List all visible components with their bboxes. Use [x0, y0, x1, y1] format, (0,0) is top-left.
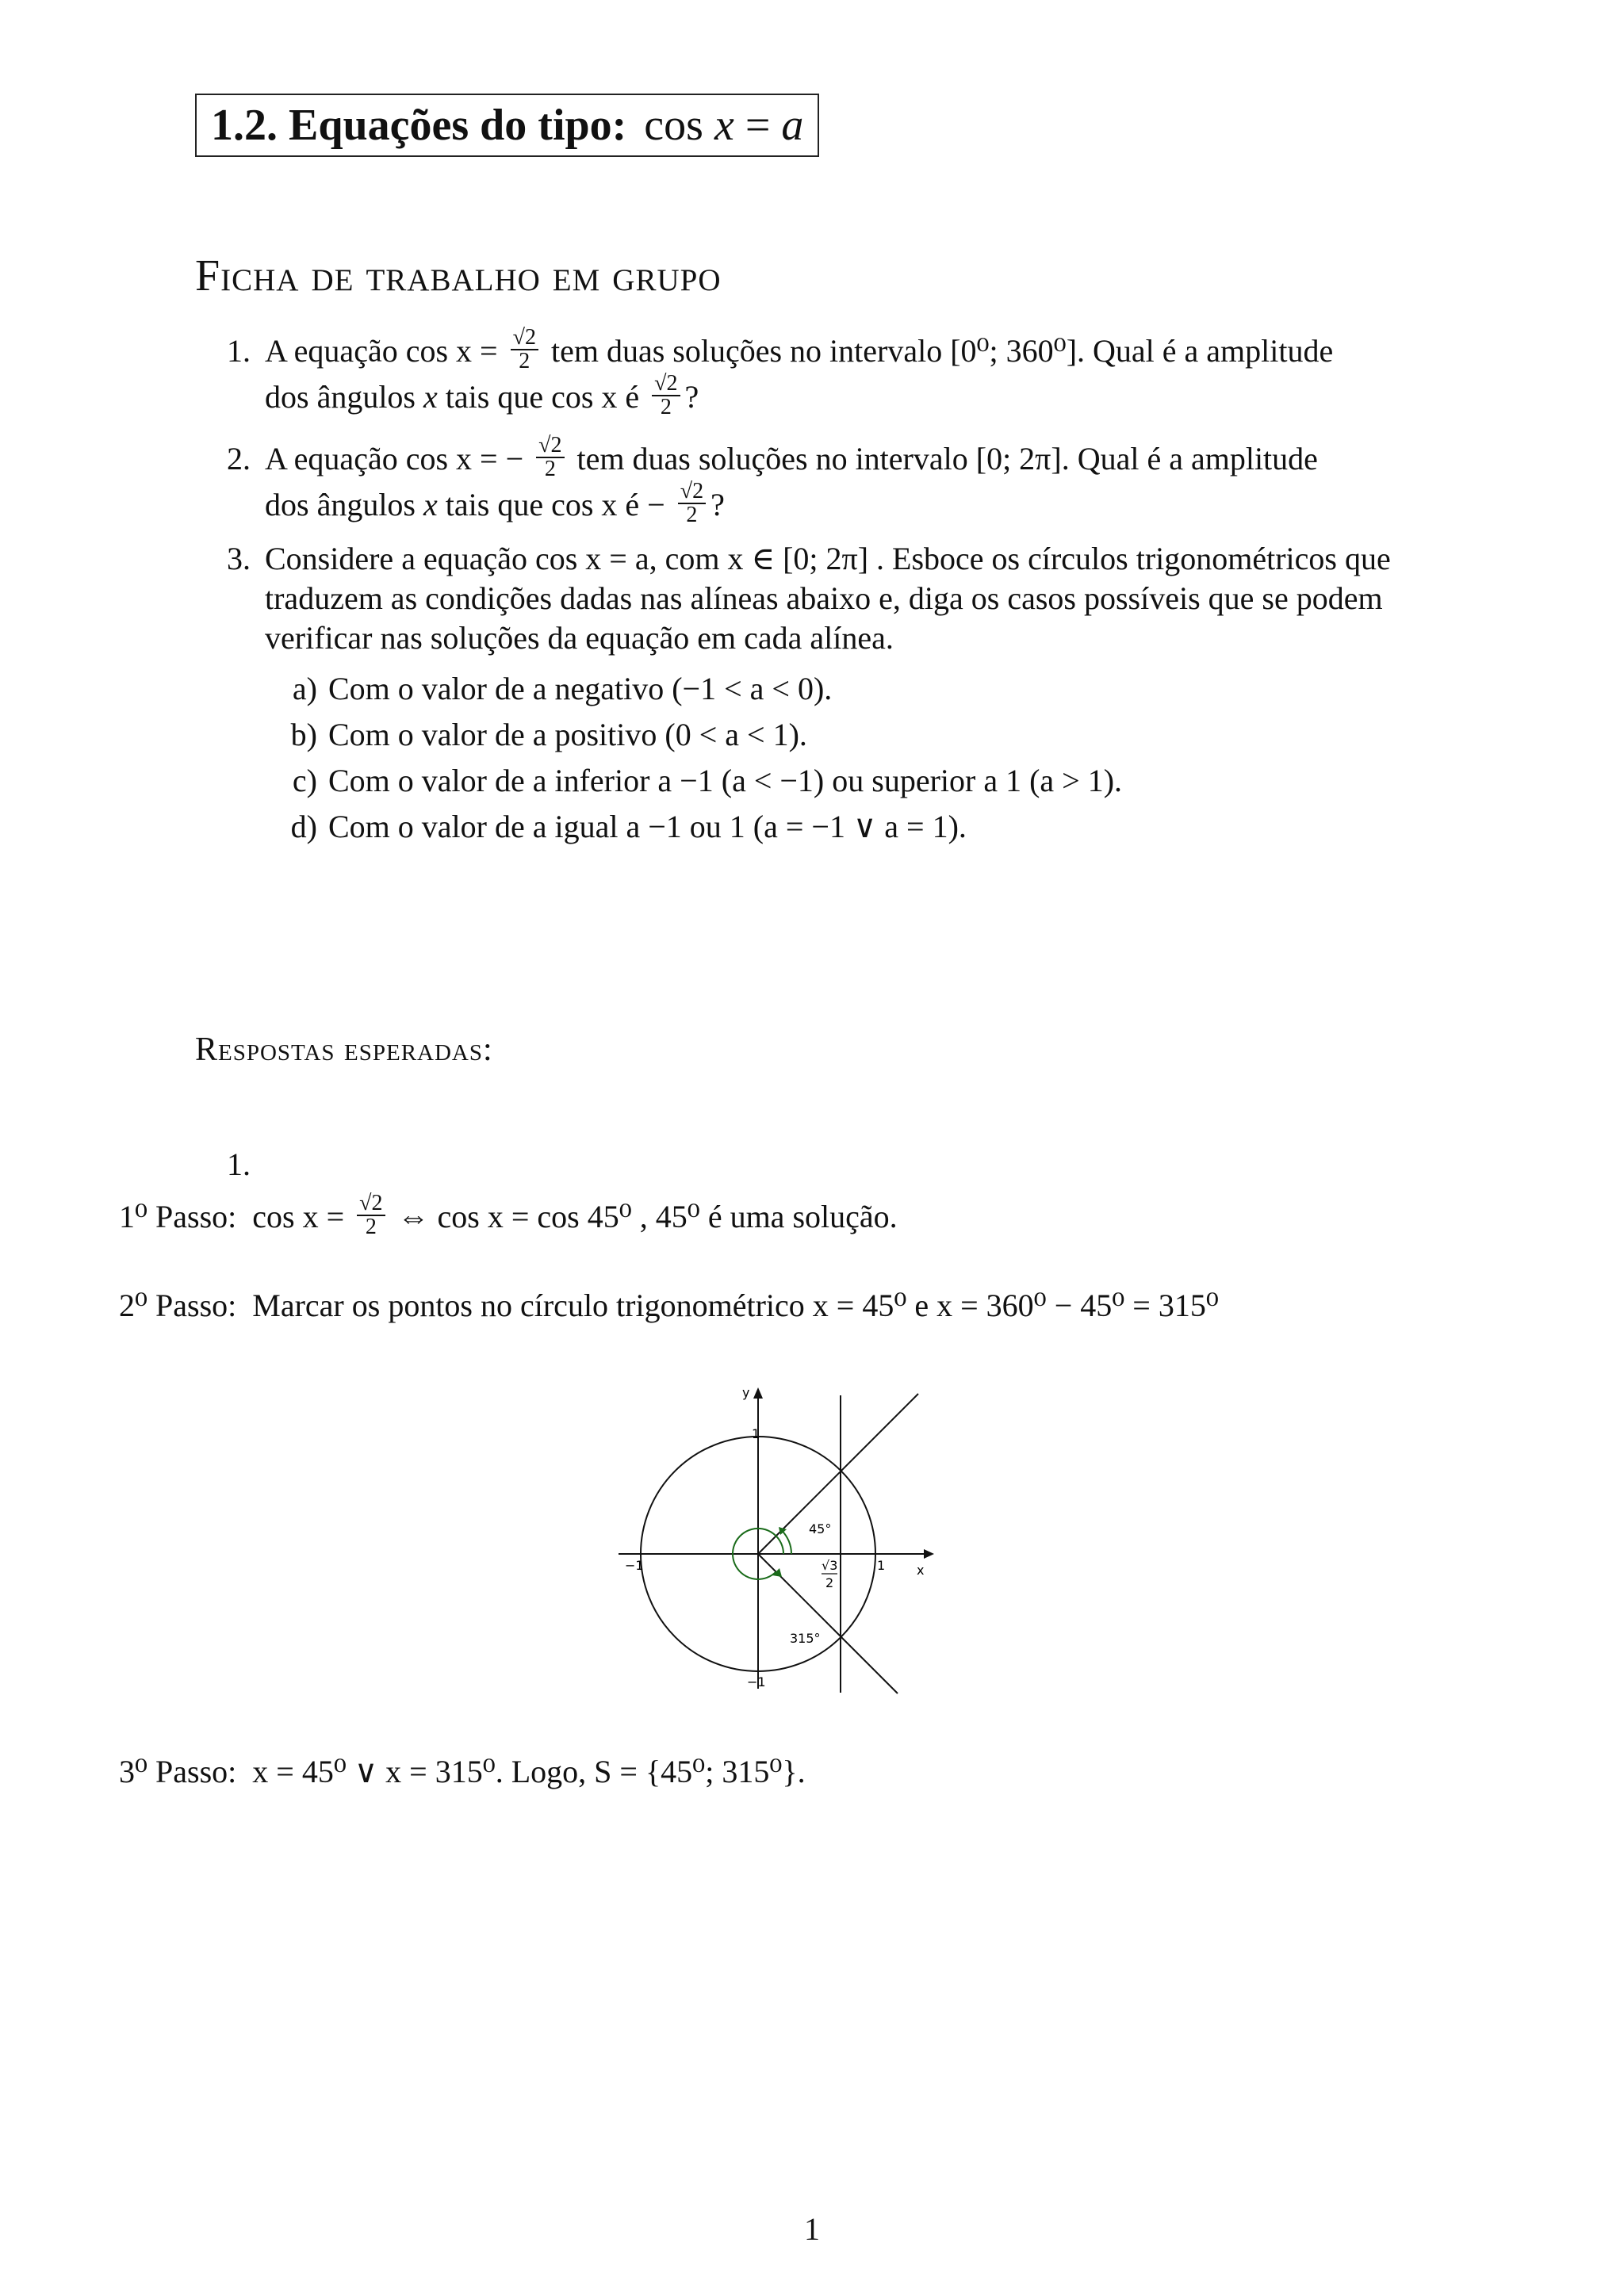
list-item: d) Com o valor de a igual a −1 ou 1 (a = −1 ∨ a = 1).	[290, 809, 967, 844]
label-minus-one-y: −1	[747, 1674, 766, 1689]
axis-x-label: x	[917, 1563, 925, 1578]
fraction: $\frac{√2}{2}$	[678, 480, 706, 526]
section-title: 1.2. Equações do tipo:	[211, 101, 627, 150]
question-2-line-2: dos ângulos x tais que cos x é − $\frac{√2}{2}$ ?	[265, 479, 725, 527]
fraction: $\frac{√2}{2}$	[652, 373, 680, 419]
answer-step-2: 2⁰ Passo: Marcar os pontos no círculo trigonométrico x = 45⁰ e x = 360⁰ − 45⁰ = 315⁰	[119, 1288, 1219, 1323]
label-minus-one-x: −1	[625, 1558, 644, 1573]
y-axis-arrow	[753, 1387, 763, 1399]
page-number: 1	[804, 2211, 820, 2247]
label-one-y: 1	[752, 1426, 760, 1441]
section-heading-box	[195, 94, 819, 157]
question-1-line-2: dos ângulos x tais que cos x é $\frac{√2}{2}$ ?	[265, 371, 699, 419]
question-3-number: 3.	[227, 541, 251, 576]
list-item: c) Com o valor de a inferior a −1 (a < −1) ou superior a 1 (a > 1).	[292, 763, 1123, 798]
question-2-number: 2.	[227, 441, 251, 476]
angle-45-label: 45°	[809, 1521, 832, 1536]
answer-step-1: 1⁰ Passo: cos x = $\frac{√2}{2}$ ⇔ cos x = cos 45⁰ , 45⁰ é uma solução.	[119, 1191, 898, 1239]
tick-den: 2	[825, 1575, 834, 1590]
fraction: $\frac{√2}{2}$	[536, 434, 564, 480]
label-one-x: 1	[877, 1558, 886, 1573]
x-axis-arrow	[924, 1549, 934, 1559]
angle-315-label: 315°	[790, 1631, 821, 1646]
answers-title: Respostas esperadas:	[195, 1031, 493, 1068]
worksheet-title: Ficha de trabalho em grupo	[195, 251, 722, 300]
trig-circle-figure	[611, 1380, 944, 1697]
question-1-line-1: A equação cos x = $\frac{√2}{2}$ tem duas soluções no intervalo [0⁰; 360⁰]. Qual é a amplitude	[265, 325, 1334, 373]
answer-item-number: 1.	[227, 1146, 251, 1182]
fraction: $\frac{√2}{2}$	[511, 327, 538, 373]
list-item: a) Com o valor de a negativo (−1 < a < 0).	[292, 671, 833, 706]
axis-y-label: y	[742, 1385, 750, 1400]
fraction: $\frac{√2}{2}$	[357, 1192, 385, 1238]
answer-step-3: 3⁰ Passo: x = 45⁰ ∨ x = 315⁰. Logo, S = {45⁰; 315⁰}.	[119, 1754, 806, 1789]
section-equation: cos x = a	[644, 101, 804, 150]
list-item: b) Com o valor de a positivo (0 < a < 1).	[290, 717, 807, 752]
tick-num: √3	[822, 1558, 838, 1573]
question-3-text: Considere a equação cos x = a, com x ∈ [0; 2π] . Esboce os círculos trigonométricos que traduzem as condições dadas nas alíneas abaixo e, diga os casos possíveis que se podem verificar nas soluções da equação em cada alínea.	[265, 541, 1391, 656]
question-1-number: 1.	[227, 333, 251, 369]
question-2-line-1: A equação cos x = − $\frac{√2}{2}$ tem duas soluções no intervalo [0; 2π]. Qual é a amplitude	[265, 433, 1318, 481]
